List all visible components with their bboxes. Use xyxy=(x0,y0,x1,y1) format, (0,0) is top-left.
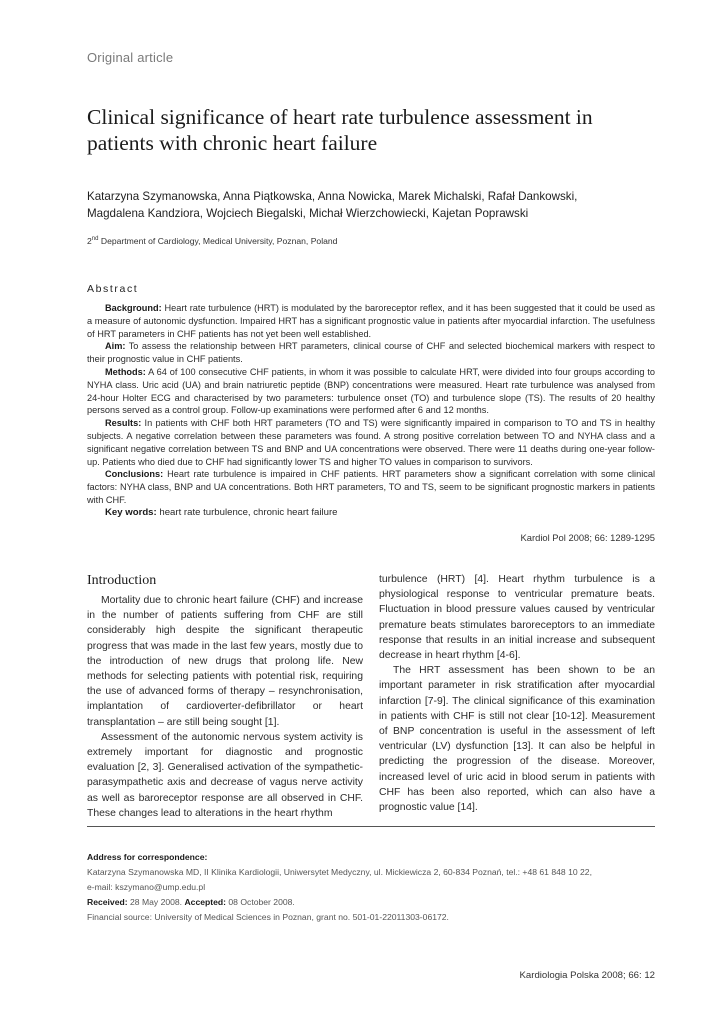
body-paragraph: Assessment of the autonomic nervous system activity is extremely important for diagnostic and prognostic evaluation [2, 3]. Generalised activation of the sympathetic-parasympathetic axis and decrease of vagus nerve activity as well as baroreceptor response are all observed in CHF. These changes lead to alterations in the heart rhythm xyxy=(87,731,363,819)
methods-text: A 64 of 100 consecutive CHF patients, in whom it was possible to calculate HRT, were divided into four groups according to NYHA class. Uric acid (UA) and brain natriuretic peptide (BNP) concentrations were measured. Heart rate turbulence was analysed from 24-hour Holter ECG and characterised by two parameters: turbulence onset (TO) and turbulence slope (TS). The results of 20 healthy persons served as a control group. Follow-up examinations were performed after 6 and 12 months. xyxy=(87,366,655,416)
article-title: Clinical significance of heart rate turbulence assessment in patients with chronic heart failure xyxy=(87,105,593,155)
affiliation-text: Department of Cardiology, Medical University, Poznan, Poland xyxy=(98,236,338,246)
correspondence-email: e-mail: kszymano@ump.edu.pl xyxy=(87,882,206,892)
body-paragraph: Mortality due to chronic heart failure (CHF) and increase in the number of patients suffering from CHF are still considerably high despite the significant therapeutic progress that was made in the last few years, mostly due to the introduction of new drugs that prolong life. New methods for selecting patients with potential risk, requiring the use of advanced forms of therapy – resynchronisation, implantation of cardioverter-defibrillator or heart transplantation – are still being sought [1]. xyxy=(87,595,363,728)
received-date: 28 May 2008. xyxy=(127,897,185,907)
body-column-left xyxy=(87,572,363,821)
author-list xyxy=(87,188,657,222)
introduction-heading: Introduction xyxy=(87,573,157,588)
abstract-aim xyxy=(87,340,655,366)
abstract-methods xyxy=(87,366,655,417)
aim-label: Aim: xyxy=(105,341,126,352)
affiliation-ordinal: nd xyxy=(91,236,99,243)
keywords xyxy=(105,507,338,518)
dates-line xyxy=(87,895,655,910)
received-label: Received: xyxy=(87,897,128,907)
body-paragraph: turbulence (HRT) [4]. Heart rhythm turbulence is a physiological response to ventricular premature beats. Fluctuation in blood pressure values caused by ventricular premature beats stimulates baroreceptors to an immediate response that results in an initial increase and subsequent decrease in heart rhythm [4-6]. xyxy=(379,574,655,662)
body-column-right xyxy=(379,572,655,815)
affiliation xyxy=(87,236,337,246)
abstract-results xyxy=(87,417,655,468)
authors-line-2: Magdalena Kandziora, Wojciech Biegalski, Michał Wierzchowiecki, Kajetan Poprawski xyxy=(87,207,529,220)
methods-label: Methods: xyxy=(105,366,146,377)
body-paragraph: The HRT assessment has been shown to be an important parameter in risk stratification after myocardial infarction [7-9]. The clinical significance of this examination in patients with CHF is still not clear [10-12]. Measurement of BNP concentration is useful in the assessment of left ventricular (LV) dysfunction [13]. It can also be helpful in predicting the progression of the disease. Moreover, increased level of uric acid in blood serum in patients with CHF has been also reported, which can also have a prognostic value [14]. xyxy=(379,665,655,814)
background-label: Background: xyxy=(105,303,162,313)
keywords-label: Key words: xyxy=(105,507,157,518)
accepted-label: Accepted: xyxy=(184,897,227,907)
section-divider xyxy=(87,826,655,827)
correspondence-address: Katarzyna Szymanowska MD, II Klinika Kardiologii, Uniwersytet Medyczny, ul. Mickiewicza 2, 60-834 Poznań, tel.: +48 61 848 10 22, xyxy=(87,867,592,877)
abstract-body xyxy=(87,302,655,507)
results-text: In patients with CHF both HRT parameters (TO and TS) were significantly impaired in comparison to TO and TS in healthy subjects. A negative correlation between these parameters was found. A strong positive correlation between TO and NYHA class and a significant negative correlation between TS and BNP and UA concentrations were observed. There were 11 deaths during one-year follow-up. Patients who died due to CHF had significantly lower TS and higher TO values in comparison to survivors. xyxy=(87,418,655,467)
journal-footer: Kardiologia Polska 2008; 66: 12 xyxy=(519,970,655,981)
accepted-date: 08 October 2008. xyxy=(226,897,295,907)
background-text: Heart rate turbulence (HRT) is modulated by the baroreceptor reflex, and it has been suggested that it could be used as a measure of autonomic dysfunction. Impaired HRT has a significant prognostic value in patients after myocardial infarction. The usefulness of HRT parameters in CHF patients has not yet been well established. xyxy=(87,303,655,339)
funding-source: Financial source: University of Medical Sciences in Poznan, grant no. 501-01-22011303-06172. xyxy=(87,912,449,922)
aim-text: To assess the relationship between HRT parameters, clinical course of CHF and selected biochemical markers with respect to their prognostic value in CHF patients. xyxy=(87,341,655,365)
results-label: Results: xyxy=(105,418,142,429)
abstract-conclusions xyxy=(87,468,655,506)
authors-line-1: Katarzyna Szymanowska, Anna Piątkowska, Anna Nowicka, Marek Michalski, Rafał Dankowski, xyxy=(87,190,578,203)
section-label: Original article xyxy=(87,50,174,65)
keywords-text: heart rate turbulence, chronic heart failure xyxy=(156,507,338,518)
conclusions-label: Conclusions: xyxy=(105,469,164,480)
correspondence-heading: Address for correspondence: xyxy=(87,852,208,862)
abstract-background xyxy=(87,302,655,340)
abstract-heading: Abstract xyxy=(87,283,139,295)
affiliation-number: 2 xyxy=(87,236,92,246)
conclusions-text: Heart rate turbulence is impaired in CHF patients. HRT parameters show a significant correlation with some clinical factors: NYHA class, BNP and UA concentrations. Both HRT parameters, TO and TS, seem to be significant prognostic markers in patients with CHF. xyxy=(87,469,655,505)
correspondence-block xyxy=(87,850,655,925)
journal-citation: Kardiol Pol 2008; 66: 1289-1295 xyxy=(520,532,655,543)
